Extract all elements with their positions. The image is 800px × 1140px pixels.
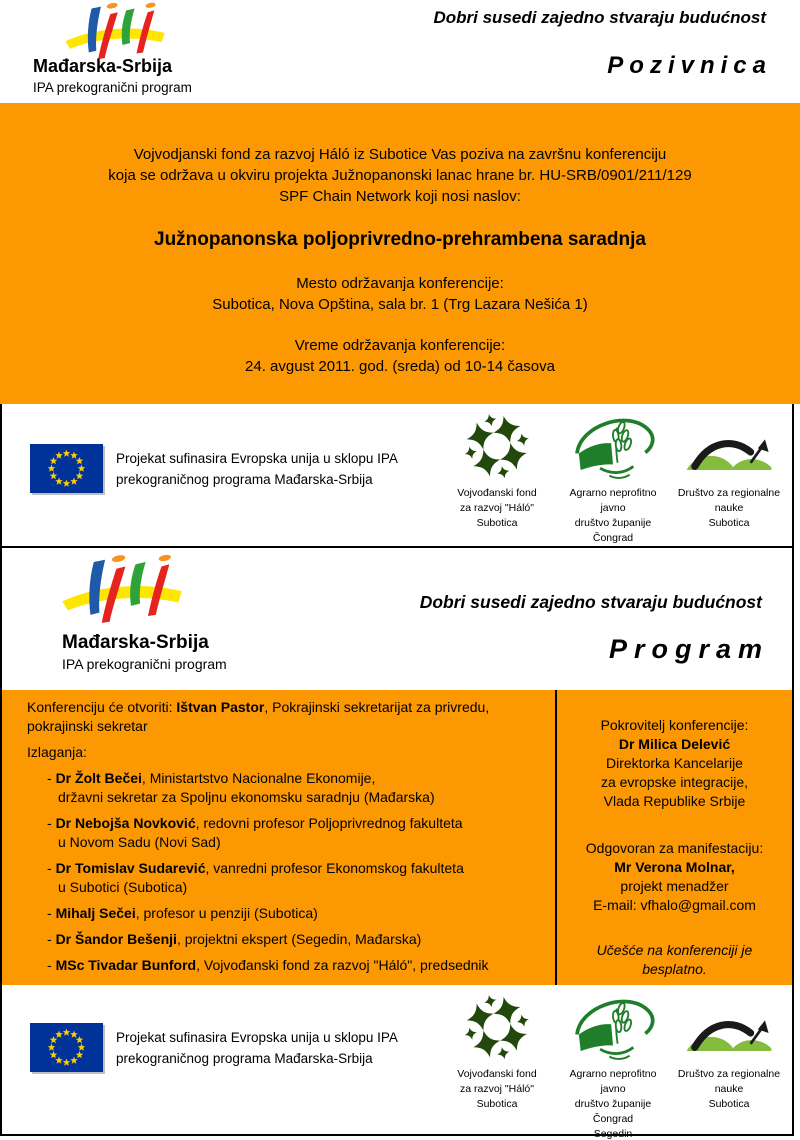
place-value: Subotica, Nova Opština, sala br. 1 (Trg Lazara Nešića 1)	[212, 296, 588, 313]
patron-name: Dr Milica Delević	[618, 736, 731, 752]
time-value: 24. avgust 2011. god. (sreda) od 10-14 časova	[245, 358, 555, 375]
patron-label: Pokrovitelj konferencije:	[600, 717, 749, 733]
partner-caption: Vojvođanski fond za razvoj "Háló" Subotica	[457, 1068, 537, 1110]
partner-halo-fund	[440, 989, 554, 1140]
invitation-intro-line: koja se održava u okviru projekta Južnopanonski lanac hrane br. HU-SRB/0901/211/129	[108, 167, 692, 184]
halo-network-logo-icon	[465, 995, 529, 1061]
funding-line2: prekograničnog programa Mađarska-Srbija	[116, 472, 373, 487]
responsible-block	[557, 839, 792, 915]
program-sidebar	[557, 690, 792, 985]
regional-science-logo-icon	[683, 1006, 775, 1060]
ipa-program-logo-icon	[62, 2, 168, 60]
patron-line: Direktorka Kancelarije	[606, 755, 743, 771]
program-tagline: Dobri susedi zajedno stvaraju budućnost	[419, 592, 762, 612]
section2-header	[2, 548, 792, 690]
agrar-society-logo-icon	[570, 411, 656, 483]
funding-text	[116, 444, 398, 493]
partners-band-2	[2, 985, 792, 1140]
program-opening: Konferenciju će otvoriti: Ištvan Pastor, Pokrajinski sekretarijat za privredu, pokrajinski sekretar	[27, 699, 490, 734]
brand-name: Mađarska-Srbija	[62, 632, 209, 653]
speaker-item: - MSc Tivadar Bunford, Vojvođanski fond za razvoj "Háló", predsednik	[47, 957, 489, 973]
patron-line: Vlada Republike Srbije	[603, 793, 746, 809]
free-participation-note: Učešće na konferenciji je besplatno.	[596, 942, 753, 977]
eu-funding-note	[30, 444, 398, 493]
partner-regional-science	[672, 408, 786, 561]
partners-band-1	[0, 404, 794, 548]
speaker-item: - Dr Tomislav Sudarević, vanredni profesor Ekonomskog fakulteta u Subotici (Subotica)	[47, 860, 464, 895]
partner-halo-fund	[440, 408, 554, 561]
funding-line1: Projekat sufinasira Evropska unija u sklopu IPA	[116, 451, 398, 466]
responsible-role: projekt menadžer	[620, 878, 729, 894]
eu-funding-note	[30, 1023, 398, 1072]
speaker-item: - Dr Nebojša Novković, redovni profesor Poljoprivrednog fakulteta u Novom Sadu (Novi Sad)	[47, 815, 463, 850]
partner-caption: Društvo za regionalne nauke Subotica	[677, 487, 781, 529]
responsible-name: Mr Verona Molnar,	[614, 859, 735, 875]
brand-name: Mađarska-Srbija	[33, 56, 173, 76]
time-label: Vreme održavanja konferencije:	[294, 337, 506, 354]
speaker-item: - Dr Žolt Bečei, Ministartstvo Nacionalne Ekonomije, državni sekretar za Spoljnu ekonomsku saradnju (Mađarska)	[47, 770, 435, 805]
partner-caption: Agrarno neprofitno javno društvo županije Čongrad	[569, 487, 657, 544]
invitation-intro-line: Vojvodjanski fond za razvoj Háló iz Subotice Vas poziva na završnu konferenciju	[133, 146, 667, 163]
partner-regional-science	[672, 989, 786, 1140]
place-label: Mesto održavanja konferencije:	[296, 275, 504, 292]
funding-line2: prekograničnog programa Mađarska-Srbija	[116, 1051, 373, 1066]
program-block	[2, 690, 792, 985]
conference-title: Južnopanonska poljoprivredno-prehrambena saradnja	[154, 229, 646, 250]
ipa-program-logo-icon	[60, 554, 184, 624]
eu-flag-icon	[30, 1023, 103, 1072]
program-tagline: Dobri susedi zajedno stvaraju budućnost	[433, 8, 766, 27]
conference-place	[0, 273, 800, 315]
agrar-society-logo-icon	[570, 992, 656, 1064]
speaker-item: - Mihalj Sečei, profesor u penziji (Subotica)	[47, 905, 318, 921]
program-speakers	[2, 690, 557, 985]
partner-caption: Vojvođanski fond za razvoj "Háló" Subotica	[457, 487, 537, 529]
document-title-program: Program	[608, 634, 769, 664]
funding-line1: Projekat sufinasira Evropska unija u sklopu IPA	[116, 1030, 398, 1045]
document-title-pozivnica: Pozivnica	[607, 52, 772, 79]
partner-agrar-society	[556, 408, 670, 561]
conference-time	[0, 335, 800, 377]
regional-science-logo-icon	[683, 425, 775, 479]
partner-logos	[440, 989, 786, 1140]
responsible-email: E-mail: vfhalo@gmail.com	[593, 897, 756, 913]
halo-network-logo-icon	[465, 414, 529, 480]
partner-caption: Društvo za regionalne nauke Subotica	[677, 1068, 781, 1110]
speaker-item: - Dr Šandor Bešenji, projektni ekspert (Segedin, Mađarska)	[47, 931, 422, 947]
partner-caption: Agrarno neprofitno javno društvo županije Čongrad Segedin	[569, 1068, 657, 1140]
presentations-label: Izlaganja:	[27, 744, 87, 760]
section1-header	[0, 0, 800, 103]
invitation-intro-line: SPF Chain Network koji nosi naslov:	[279, 188, 521, 205]
eu-flag-icon	[30, 444, 103, 493]
responsible-label: Odgovoran za manifestaciju:	[585, 840, 764, 856]
funding-text	[116, 1023, 398, 1072]
invitation-block	[0, 103, 800, 404]
patron-line: za evropske integracije,	[600, 774, 749, 790]
partner-logos	[440, 408, 786, 561]
partner-agrar-society	[556, 989, 670, 1140]
brand-subtitle: IPA prekogranični program	[33, 80, 192, 95]
brand-subtitle: IPA prekogranični program	[62, 656, 227, 672]
program-page	[0, 548, 794, 1140]
